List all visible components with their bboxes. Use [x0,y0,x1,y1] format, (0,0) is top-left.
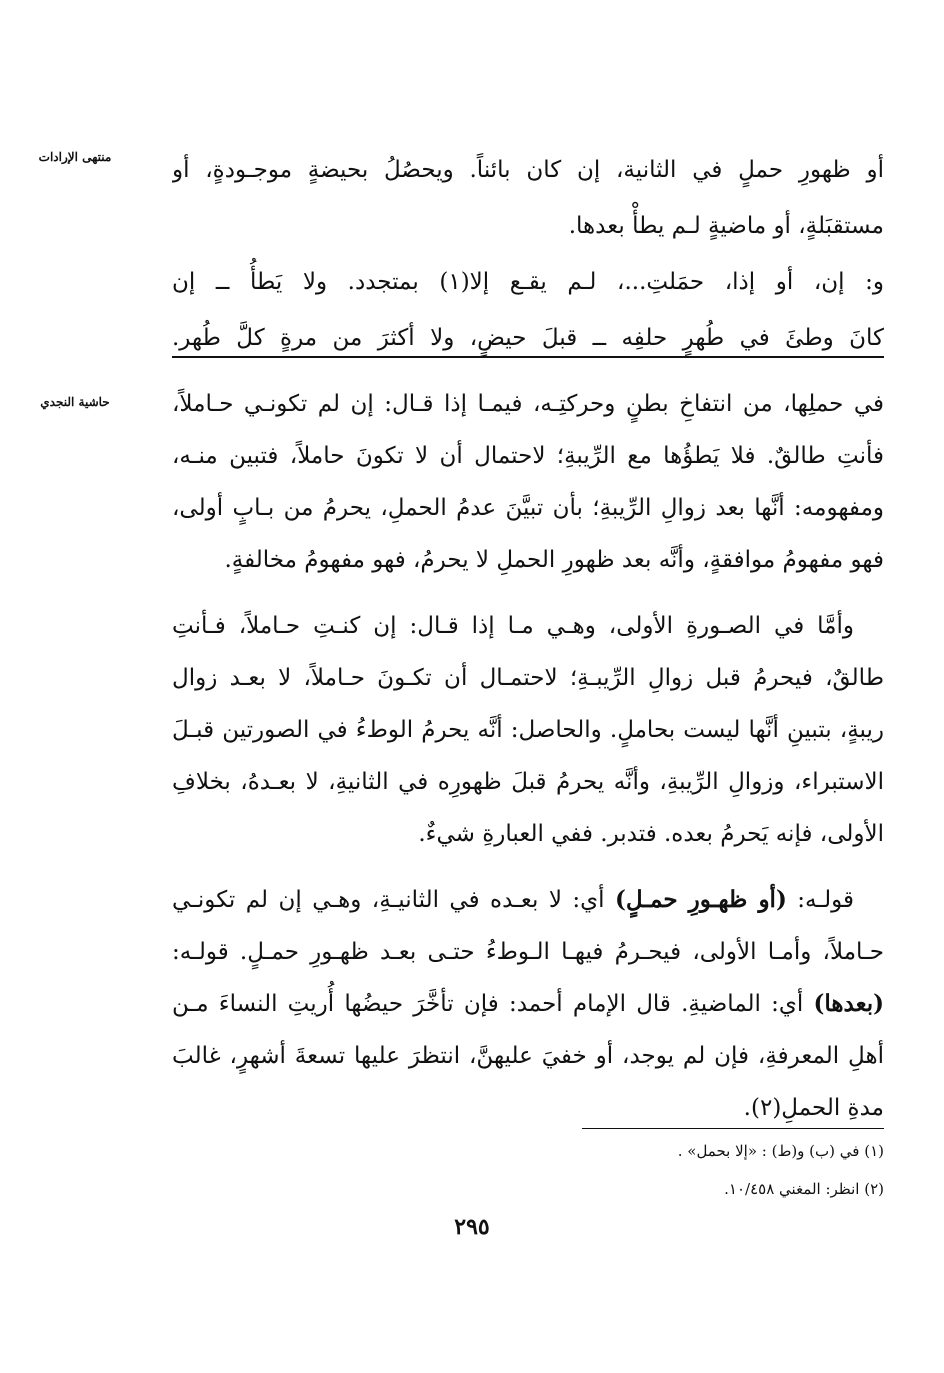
matn-line: أو ظهورِ حملٍ في الثانية، إن كان بائناً. ويحصُلُ بحيضةٍ موجـودةٍ، أو [172,157,884,183]
qawluhu-label: قولـه: [786,887,854,913]
footnote: (١) في (ب) و(ط) : «إلا بحمل» . [677,1142,884,1160]
sharh-line: فأنتِ طالقٌ. فلا يَطؤُها مع الرِّيبةِ؛ لاحتمال أن لا تكونَ حاملاً، فتبين منـه، [172,443,884,469]
sharh-paragraph [172,874,884,1134]
sharh-side-label: حاشية النجدي [40,395,110,409]
sharh-line [172,874,884,926]
footnote-separator [582,1128,884,1129]
sharh-line: فهو مفهومُ موافقةٍ، وأنَّه بعد ظهورِ الحملِ لا يحرمُ، فهو مفهومُ مخالفةٍ. [224,547,884,573]
quoted-phrase: (بعدها) [813,990,884,1017]
matn-text [172,142,884,366]
sharh-paragraph [172,600,884,860]
sharh-line: الاستبراء، وزوالِ الرِّيبةِ، وأنَّه يحرمُ قبلَ ظهورِه في الثانيةِ، لا بعـدهُ، بخلافِ [172,769,884,795]
sharh-text-run: أي: لا بعـده في الثانيـةِ، وهـي إن لم تكونـي [172,887,615,913]
sharh-line: في حملِها، من انتفاخِ بطنٍ وحركتِـه، فيمـا إذا قـال: إن لم تكونـي حـاملاً، [172,391,884,417]
sharh-paragraph [172,378,884,586]
sharh-line [172,978,884,1030]
sharh-line: ومفهومه: أنَّها بعد زوالِ الرِّيبةِ؛ بأن تبيَّنَ عدمُ الحملِ، يحرمُ من بـابٍ أولى، [172,495,884,521]
matn-line: مستقبَلةٍ، أو ماضيةٍ لـم يطأْ بعدها. [568,213,884,239]
matn-side-label: منتهى الإرادات [38,150,112,164]
sharh-text [172,378,884,1134]
quoted-phrase: (أو ظهـورِ حمـلٍ) [614,886,787,913]
matn-line: و: إن، أو إذا، حمَلتِ...، لـم يقـع إلا(١) بمتجدد. ولا يَطأُ ــ إن [172,269,884,295]
page-number: ٢٩٥ [454,1214,490,1240]
sharh-line: مدةِ الحملِ(٢). [743,1095,884,1121]
matn-divider [172,356,884,358]
matn-line: كانَ وطئَ في طُهرٍ حلفِه ــ قبلَ حيضٍ، ولا أكثرَ من مرةٍ كلَّ طُهر. [172,325,884,351]
sharh-line: ريبةٍ، بتبينِ أنَّها ليست بحاملٍ. والحاصل: أنَّه يحرمُ الوطءُ في الصورتين قبـلَ [172,717,884,743]
sharh-line: وأمَّا في الصـورةِ الأولى، وهـي مـا إذا قـال: إن كنـتِ حـاملاً، فـأنتِ [172,613,854,639]
footnotes [560,1132,884,1208]
footnote: (٢) انظر: المغني ١٠/٤٥٨. [724,1180,884,1198]
sharh-text-run: أي: الماضيةِ. قال الإمام أحمد: فإن تأخَّرَ حيضُها أُريتِ النساءَ مـن [172,991,814,1017]
sharh-line: حـاملاً، وأمـا الأولى، فيحـرمُ فيهـا الـوطءُ حتـى بعـد ظهـورِ حمـلٍ. قولـه: [172,939,884,965]
sharh-line: الأولى، فإنه يَحرمُ بعده. فتدبر. ففي العبارةِ شيءٌ. [418,821,884,847]
sharh-line: أهلِ المعرفةِ، فإن لم يوجد، أو خفيَ عليهنَّ، انتظرَ عليها تسعةَ أشهرٍ، غالبَ [172,1043,884,1069]
sharh-line: طالقٌ، فيحرمُ قبل زوالِ الرِّيبـةِ؛ لاحتمـال أن تكـونَ حـاملاً، لا بعـد زوال [172,665,884,691]
